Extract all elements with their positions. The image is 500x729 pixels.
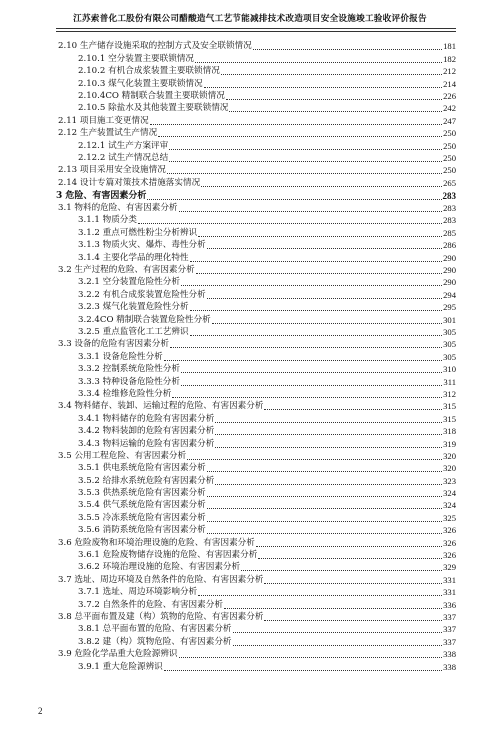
toc-leader-dots xyxy=(204,86,443,88)
toc-entry-page: 182 xyxy=(443,53,456,64)
toc-entry-title: 3.2 生产过程的危险、有害因素分析 xyxy=(58,265,195,276)
toc-entry-page: 294 xyxy=(443,289,456,300)
toc-entry-title: 3.3.1 设备危险性分析 xyxy=(78,351,163,362)
toc-leader-dots xyxy=(221,73,442,75)
report-header-title: 江苏索普化工股份有限公司醋酸造气工艺节能减排技术改造项目安全设施竣工验收评价报告 xyxy=(73,14,427,24)
toc-entry xyxy=(56,487,456,499)
toc-leader-dots xyxy=(179,210,443,212)
toc-entry-title: 3.4.3 物料运输的危险有害因素分析 xyxy=(78,438,215,449)
toc-entry xyxy=(56,635,456,647)
toc-entry xyxy=(56,65,456,77)
toc-entry-page: 250 xyxy=(443,128,456,139)
toc-entry xyxy=(56,239,456,251)
toc-leader-dots xyxy=(253,48,442,50)
toc-entry xyxy=(56,326,456,338)
toc-entry-title: 3.8.2 建（构）筑物危险、有害因素分析 xyxy=(78,636,232,647)
toc-entry-page: 326 xyxy=(443,537,456,548)
toc-leader-dots xyxy=(264,582,442,584)
header-rule xyxy=(56,28,456,32)
toc-entry-page: 319 xyxy=(443,438,456,449)
toc-leader-dots xyxy=(138,222,442,224)
toc-leader-dots xyxy=(187,458,442,460)
toc-entry-title: 2.12.1 试生产方案评审 xyxy=(78,140,169,151)
toc-entry-title: 2.10.2 有机合成浆装置主要联锁情况 xyxy=(78,66,220,77)
toc-entry-title: 2.11 项目施工变更情况 xyxy=(58,115,149,126)
toc-entry xyxy=(56,114,456,126)
toc-entry-title: 3.8.1 总平面布置的危险、有害因素分析 xyxy=(78,624,232,635)
toc-entry xyxy=(56,598,456,610)
toc-entry-page: 320 xyxy=(443,450,456,461)
toc-leader-dots xyxy=(195,61,442,63)
toc-leader-dots xyxy=(201,185,442,187)
toc-entry-page: 283 xyxy=(443,215,456,226)
toc-leader-dots xyxy=(226,98,442,100)
toc-entry-title: 3.3.2 控制系统危险性分析 xyxy=(78,364,180,375)
toc-entry xyxy=(56,226,456,238)
toc-entry-title: 3.3.4 检维修危险性分析 xyxy=(78,388,172,399)
toc-entry-page: 290 xyxy=(443,252,456,263)
toc-entry-title: 3.4 物料储存、装卸、运输过程的危险、有害因素分析 xyxy=(58,401,264,412)
toc-leader-dots xyxy=(198,235,442,237)
toc-entry xyxy=(56,375,456,387)
toc-entry-title: 3.2.4CO 精制联合装置危险性分析 xyxy=(78,314,211,325)
table-of-contents xyxy=(56,40,456,673)
toc-entry xyxy=(56,40,456,52)
toc-entry-title: 3.6.2 环境治理设施的危险、有害因素分析 xyxy=(78,562,241,573)
toc-leader-dots xyxy=(212,322,442,324)
toc-entry xyxy=(56,561,456,573)
toc-leader-dots xyxy=(229,110,442,112)
toc-leader-dots xyxy=(233,631,443,633)
toc-leader-dots xyxy=(207,532,442,534)
toc-entry-title: 3.7.1 选址、周边环境影响分析 xyxy=(78,587,198,598)
toc-entry-page: 329 xyxy=(443,562,456,573)
toc-leader-dots xyxy=(169,160,442,162)
toc-entry-title: 3.2.3 煤气化装置危险性分析 xyxy=(78,302,189,313)
toc-leader-dots xyxy=(215,446,442,448)
toc-entry xyxy=(56,388,456,400)
toc-leader-dots xyxy=(224,607,442,609)
toc-entry xyxy=(56,462,456,474)
toc-leader-dots xyxy=(167,172,442,174)
toc-entry-page: 214 xyxy=(443,78,456,89)
toc-entry-title: 2.10.4CO 精制联合装置主要联锁情况 xyxy=(78,90,225,101)
toc-entry-title: 3.7.2 自然条件的危险、有害因素分析 xyxy=(78,599,223,610)
toc-entry xyxy=(56,276,456,288)
toc-entry-title: 3.8 总平面布置及建（构）筑物的危险、有害因素分析 xyxy=(58,611,264,622)
toc-entry-title: 3.3.3 特种设备危险性分析 xyxy=(78,376,180,387)
toc-entry-page: 305 xyxy=(443,339,456,350)
toc-entry-title: 3.5.1 供电系统危险有害因素分析 xyxy=(78,463,206,474)
toc-entry xyxy=(56,499,456,511)
toc-entry-title: 3.5.6 消防系统危险有害因素分析 xyxy=(78,525,206,536)
toc-entry-title: 3.4.2 物料装卸的危险有害因素分析 xyxy=(78,426,215,437)
toc-entry-page: 326 xyxy=(443,525,456,536)
toc-entry xyxy=(56,338,456,350)
toc-entry-page: 283 xyxy=(442,190,456,201)
toc-entry-title: 2.10.3 煤气化装置主要联锁情况 xyxy=(78,78,203,89)
toc-leader-dots xyxy=(264,408,442,410)
toc-entry-title: 2.13 项目采用安全设施情况 xyxy=(58,165,166,176)
toc-entry-title: 3.1.1 物质分类 xyxy=(78,215,137,226)
toc-entry-page: 295 xyxy=(443,302,456,313)
toc-entry-title: 3.1.3 物质火灾、爆炸、毒性分析 xyxy=(78,240,206,251)
toc-entry-title: 3.9 危险化学品重大危险源辨识 xyxy=(58,649,178,660)
toc-entry-page: 318 xyxy=(443,426,456,437)
toc-leader-dots xyxy=(172,396,442,398)
toc-entry xyxy=(56,450,456,462)
toc-leader-dots xyxy=(181,384,442,386)
toc-leader-dots xyxy=(215,483,442,485)
toc-entry xyxy=(56,536,456,548)
toc-entry-page: 337 xyxy=(443,636,456,647)
toc-entry xyxy=(56,52,456,64)
toc-entry-page: 283 xyxy=(443,203,456,214)
toc-leader-dots xyxy=(158,135,442,137)
toc-entry xyxy=(56,437,456,449)
toc-entry-page: 305 xyxy=(443,351,456,362)
toc-leader-dots xyxy=(258,557,442,559)
toc-entry xyxy=(56,425,456,437)
toc-entry-title: 2.12 生产装置试生产情况 xyxy=(58,128,158,139)
toc-entry-page: 338 xyxy=(443,661,456,672)
toc-leader-dots xyxy=(207,247,442,249)
toc-entry-page: 312 xyxy=(443,388,456,399)
toc-leader-dots xyxy=(181,284,442,286)
toc-entry-title: 3.2.5 重点监管化工工艺辨识 xyxy=(78,326,189,337)
toc-entry-title: 2.10.1 空分装置主要联锁情况 xyxy=(78,53,195,64)
toc-entry xyxy=(56,214,456,226)
toc-entry-page: 326 xyxy=(443,550,456,561)
toc-entry-page: 290 xyxy=(443,265,456,276)
toc-entry xyxy=(56,139,456,151)
toc-entry-page: 337 xyxy=(443,624,456,635)
toc-entry-title: 2.12.2 试生产情况总结 xyxy=(78,152,169,163)
toc-entry xyxy=(56,164,456,176)
toc-entry xyxy=(56,648,456,660)
toc-entry xyxy=(56,400,456,412)
toc-leader-dots xyxy=(164,359,442,361)
toc-leader-dots xyxy=(190,260,443,262)
toc-entry-title: 3.5.4 供气系统危险有害因素分析 xyxy=(78,500,206,511)
toc-leader-dots xyxy=(190,334,443,336)
toc-entry-title: 3.5.2 给排水系统危险有害因素分析 xyxy=(78,475,215,486)
toc-entry xyxy=(56,350,456,362)
toc-entry xyxy=(56,152,456,164)
toc-entry-page: 181 xyxy=(443,41,456,52)
toc-leader-dots xyxy=(190,309,443,311)
toc-entry-title: 3.1 物料的危险、有害因素分析 xyxy=(58,203,178,214)
toc-entry-page: 290 xyxy=(443,277,456,288)
toc-entry-page: 310 xyxy=(443,364,456,375)
toc-entry-title: 3 危险、有害因素分析 xyxy=(56,190,147,201)
toc-leader-dots xyxy=(256,545,442,547)
toc-entry xyxy=(56,202,456,214)
toc-leader-dots xyxy=(264,619,442,621)
toc-leader-dots xyxy=(147,198,441,200)
toc-entry-page: 337 xyxy=(443,611,456,622)
toc-entry-page: 338 xyxy=(443,649,456,660)
toc-leader-dots xyxy=(207,507,442,509)
toc-entry xyxy=(56,412,456,424)
toc-entry-title: 2.10 生产储存设施采取的控制方式及安全联锁情况 xyxy=(58,41,252,52)
toc-entry-title: 3.7 选址、周边环境及自然条件的危险、有害因素分析 xyxy=(58,574,264,585)
toc-leader-dots xyxy=(207,520,442,522)
toc-entry xyxy=(56,90,456,102)
toc-entry-title: 3.5.3 供热系统危险有害因素分析 xyxy=(78,488,206,499)
toc-entry xyxy=(56,573,456,585)
toc-entry xyxy=(56,176,456,188)
toc-entry-page: 331 xyxy=(443,574,456,585)
toc-entry-page: 320 xyxy=(443,463,456,474)
toc-leader-dots xyxy=(207,470,442,472)
toc-entry-title: 3.5.5 冷冻系统危险有害因素分析 xyxy=(78,512,206,523)
toc-entry xyxy=(56,586,456,598)
toc-entry-title: 3.1.4 主要化学品的理化特性 xyxy=(78,252,189,263)
toc-entry xyxy=(56,511,456,523)
toc-entry-page: 247 xyxy=(443,115,456,126)
toc-entry-page: 285 xyxy=(443,227,456,238)
toc-leader-dots xyxy=(215,421,442,423)
toc-entry xyxy=(56,623,456,635)
toc-entry-page: 331 xyxy=(443,587,456,598)
toc-entry-page: 315 xyxy=(443,413,456,424)
toc-leader-dots xyxy=(207,495,442,497)
toc-leader-dots xyxy=(169,148,442,150)
toc-leader-dots xyxy=(241,569,442,571)
toc-entry-title: 3.5 公用工程危险、有害因素分析 xyxy=(58,450,187,461)
toc-entry xyxy=(56,313,456,325)
toc-entry-page: 226 xyxy=(443,90,456,101)
toc-entry xyxy=(56,549,456,561)
toc-entry-title: 3.4.1 物料储存的危险有害因素分析 xyxy=(78,413,215,424)
toc-entry xyxy=(56,127,456,139)
toc-entry xyxy=(56,288,456,300)
toc-entry xyxy=(56,611,456,623)
toc-entry-title: 3.6 危险废物和环境治理设施的危险、有害因素分析 xyxy=(58,537,255,548)
toc-entry xyxy=(56,189,456,202)
toc-leader-dots xyxy=(198,594,442,596)
toc-leader-dots xyxy=(233,644,443,646)
toc-entry-title: 2.14 设计专篇对策技术措施落实情况 xyxy=(58,177,201,188)
toc-entry xyxy=(56,102,456,114)
toc-entry-page: 212 xyxy=(443,66,456,77)
toc-leader-dots xyxy=(150,123,442,125)
toc-entry-page: 311 xyxy=(443,376,456,387)
toc-entry-page: 324 xyxy=(443,500,456,511)
toc-entry-page: 250 xyxy=(443,152,456,163)
toc-entry-page: 323 xyxy=(443,475,456,486)
toc-leader-dots xyxy=(170,346,442,348)
toc-entry xyxy=(56,301,456,313)
toc-entry-page: 250 xyxy=(443,165,456,176)
toc-leader-dots xyxy=(181,371,442,373)
page-number: 2 xyxy=(38,706,43,716)
toc-entry xyxy=(56,363,456,375)
toc-entry-title: 3.9.1 重大危险源辨识 xyxy=(78,661,163,672)
toc-entry-page: 325 xyxy=(443,512,456,523)
toc-entry-page: 242 xyxy=(443,103,456,114)
toc-leader-dots xyxy=(215,433,442,435)
toc-entry-page: 286 xyxy=(443,240,456,251)
toc-entry-page: 250 xyxy=(443,140,456,151)
toc-entry xyxy=(56,264,456,276)
toc-entry-title: 3.2.2 有机合成浆装置危险性分析 xyxy=(78,289,206,300)
toc-entry xyxy=(56,77,456,89)
toc-entry-page: 336 xyxy=(443,599,456,610)
toc-leader-dots xyxy=(196,272,442,274)
toc-entry xyxy=(56,660,456,672)
toc-entry xyxy=(56,474,456,486)
toc-leader-dots xyxy=(179,656,443,658)
toc-entry-page: 305 xyxy=(443,326,456,337)
toc-entry xyxy=(56,251,456,263)
toc-entry-page: 265 xyxy=(443,177,456,188)
toc-leader-dots xyxy=(207,297,442,299)
toc-entry-title: 3.3 设备的危险有害因素分析 xyxy=(58,339,169,350)
toc-entry-title: 3.2.1 空分装置危险性分析 xyxy=(78,277,180,288)
toc-leader-dots xyxy=(164,669,442,671)
toc-entry-page: 315 xyxy=(443,401,456,412)
toc-entry-title: 2.10.5 除盐水及其他装置主要联锁情况 xyxy=(78,103,229,114)
toc-entry-page: 324 xyxy=(443,488,456,499)
toc-entry-title: 3.6.1 危险废物储存设施的危险、有害因素分析 xyxy=(78,550,258,561)
toc-entry xyxy=(56,524,456,536)
toc-entry-title: 3.1.2 重点可燃性粉尘分析辨识 xyxy=(78,227,198,238)
toc-entry-page: 301 xyxy=(443,314,456,325)
